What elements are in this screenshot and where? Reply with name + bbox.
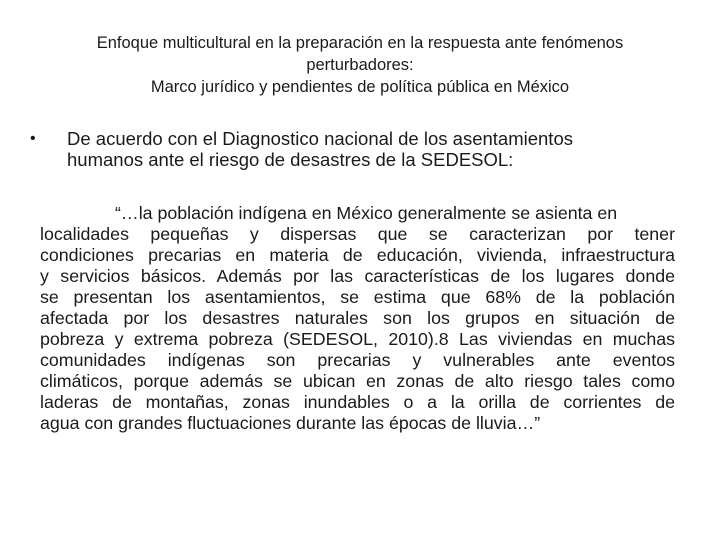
quote-line: climáticos, porque además se ubican en zonas de alto riesgo tales como: [40, 371, 675, 391]
bullet-line-1: De acuerdo con el Diagnostico nacional de los asentamientos: [67, 128, 573, 149]
quote-paragraph: [40, 203, 675, 434]
slide-title: [30, 32, 690, 98]
title-line-1: Enfoque multicultural en la preparación en la respuesta ante fenómenos: [96, 34, 624, 52]
quote-line: “…la población indígena en México generalmente se asienta en: [115, 203, 618, 223]
quote-line: se presentan los asentamientos, se estima que 68% de la población: [40, 287, 675, 307]
bullet-item: [30, 128, 690, 170]
quote-line: afectada por los desastres naturales son los grupos en situación de: [40, 308, 675, 328]
quote-line: laderas de montañas, zonas inundables o a la orilla de corrientes de: [40, 392, 675, 412]
bullet-line-2: humanos ante el riesgo de desastres de la SEDESOL:: [67, 149, 514, 170]
title-line-3: Marco jurídico y pendientes de política pública en México: [150, 78, 570, 96]
title-line-2: perturbadores:: [306, 56, 414, 74]
quote-line: agua con grandes fluctuaciones durante las épocas de lluvia…”: [40, 413, 541, 433]
quote-line: pobreza y extrema pobreza (SEDESOL, 2010).8 Las viviendas en muchas: [40, 329, 675, 349]
quote-line: localidades pequeñas y dispersas que se caracterizan por tener: [40, 224, 675, 244]
bullet-marker: •: [30, 130, 36, 147]
quote-line: condiciones precarias en materia de educación, vivienda, infraestructura: [40, 245, 675, 265]
quote-line: y servicios básicos. Además por las características de los lugares donde: [40, 266, 675, 286]
quote-line: comunidades indígenas son precarias y vulnerables ante eventos: [40, 350, 675, 370]
bullet-text: [67, 128, 690, 170]
